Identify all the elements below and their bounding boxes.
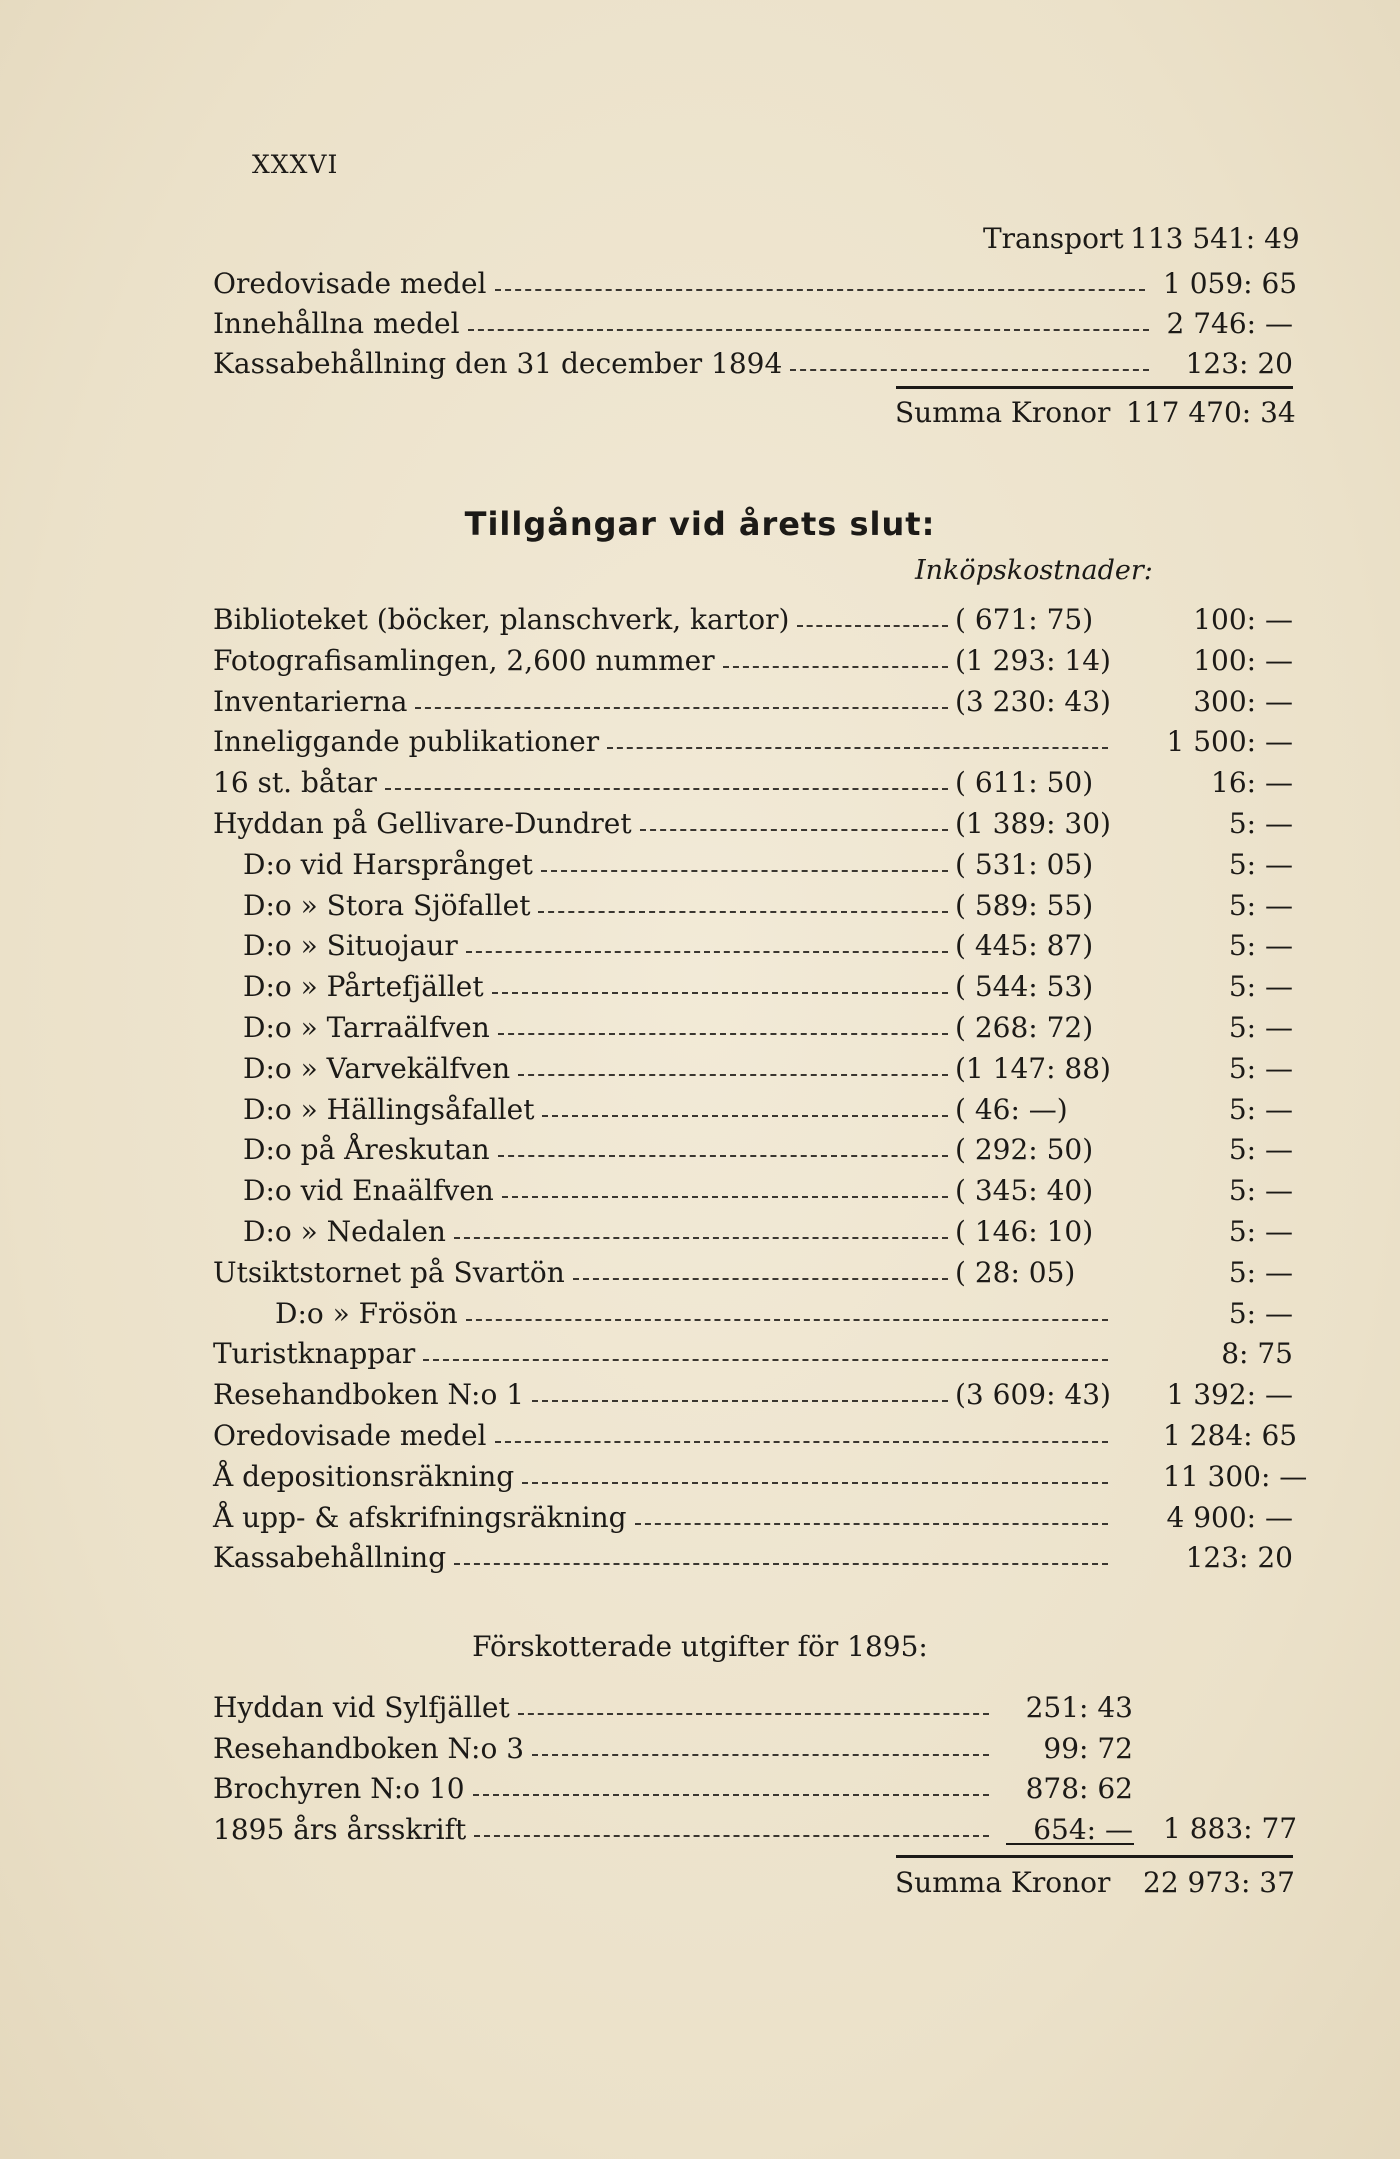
- asset-row: [213, 1171, 1293, 1211]
- asset-label: D:o » Hällingsåfallet: [243, 1092, 535, 1126]
- leader-dots: [454, 1563, 1108, 1565]
- asset-row: [213, 763, 1293, 803]
- leader-dots: [640, 829, 948, 831]
- cost-header: Inköpskostnader:: [915, 555, 1153, 586]
- leader-dots: [532, 1754, 989, 1756]
- asset-row: [213, 1253, 1293, 1293]
- leader-dots: [492, 992, 948, 994]
- asset-cost: ( 589: 55): [955, 888, 1094, 922]
- asset-row: [213, 1375, 1293, 1415]
- leader-dots: [423, 1359, 1108, 1361]
- leader-dots: [385, 788, 948, 790]
- asset-label: D:o » Stora Sjöfallet: [243, 888, 531, 922]
- asset-label: Å depositionsräkning: [213, 1459, 515, 1493]
- row-value: 1 059: 65: [1163, 267, 1298, 300]
- leader-dots: [454, 1237, 948, 1239]
- advance-value: 99: 72: [1043, 1731, 1133, 1765]
- leader-dots: [502, 1196, 948, 1198]
- leader-dots: [468, 329, 1149, 331]
- leader-dots: [415, 707, 948, 709]
- asset-label: D:o på Åreskutan: [243, 1133, 490, 1167]
- asset-value: 1 284: 65: [1163, 1419, 1298, 1452]
- asset-value: 123: 20: [1185, 1541, 1293, 1575]
- asset-cost: ( 544: 53): [955, 970, 1094, 1004]
- leader-dots: [542, 1115, 948, 1117]
- asset-value: 5: —: [1228, 1215, 1293, 1248]
- leader-dots: [466, 951, 948, 953]
- asset-label: D:o » Tarraälfven: [243, 1011, 490, 1044]
- transport-value: 113 541: 49: [1130, 222, 1300, 255]
- leader-dots: [518, 1713, 989, 1715]
- asset-cost: ( 345: 40): [955, 1174, 1094, 1208]
- asset-label: D:o » Situojaur: [243, 929, 458, 963]
- leader-dots: [495, 1441, 1108, 1443]
- subtotal-rule: [1006, 1843, 1134, 1845]
- asset-cost: (1 293: 14): [955, 643, 1111, 677]
- asset-row: [213, 804, 1293, 844]
- asset-row: [213, 1498, 1293, 1538]
- summa-label: Summa Kronor: [895, 1866, 1111, 1899]
- asset-label: D:o » Pårtefjället: [243, 970, 484, 1004]
- asset-value: 1 500: —: [1166, 725, 1293, 759]
- asset-value: 5: —: [1228, 1133, 1293, 1167]
- advances-heading: Förskotterade utgifter för 1895:: [472, 1630, 928, 1663]
- asset-row: [213, 886, 1293, 926]
- asset-row: [213, 1090, 1293, 1130]
- asset-value: 11 300: —: [1163, 1459, 1308, 1493]
- advances-total: 1 883: 77: [1163, 1812, 1298, 1845]
- asset-row: [213, 1334, 1293, 1374]
- leader-dots: [532, 1400, 948, 1402]
- asset-cost: ( 46: —): [955, 1092, 1068, 1126]
- asset-row: [213, 1416, 1298, 1456]
- advance-value: 878: 62: [1025, 1772, 1133, 1805]
- leader-dots: [474, 1835, 989, 1837]
- top-row: [213, 344, 1293, 384]
- asset-value: 5: —: [1228, 1051, 1293, 1085]
- asset-value: 5: —: [1228, 1296, 1293, 1330]
- asset-value: 1 392: —: [1166, 1378, 1293, 1412]
- asset-cost: ( 146: 10): [955, 1215, 1094, 1248]
- advance-row: [213, 1729, 1293, 1769]
- summa-value: 22 973: 37: [1143, 1866, 1295, 1899]
- leader-dots: [473, 1794, 989, 1796]
- asset-row: [213, 641, 1293, 681]
- asset-value: 300: —: [1193, 684, 1293, 718]
- asset-row: [213, 682, 1293, 722]
- asset-label: Utsiktstornet på Svartön: [213, 1255, 565, 1289]
- asset-label: Resehandboken N:o 1: [213, 1378, 525, 1412]
- asset-cost: ( 611: 50): [955, 766, 1094, 800]
- advance-label: Resehandboken N:o 3: [213, 1731, 525, 1765]
- asset-value: 5: —: [1228, 888, 1293, 922]
- leader-dots: [498, 1155, 948, 1157]
- asset-cost: ( 268: 72): [955, 1011, 1094, 1044]
- top-row: [213, 304, 1293, 344]
- asset-label: Å upp- & afskrifningsräkning: [213, 1500, 627, 1534]
- asset-label: Kassabehållning: [213, 1541, 447, 1575]
- asset-cost: ( 28: 05): [955, 1255, 1076, 1289]
- asset-value: 5: —: [1228, 807, 1293, 840]
- advance-row: [213, 1769, 1293, 1809]
- asset-label: Inneliggande publikationer: [213, 725, 600, 759]
- asset-row: [213, 967, 1293, 1007]
- asset-cost: (3 230: 43): [955, 684, 1111, 718]
- asset-value: 4 900: —: [1166, 1500, 1293, 1534]
- asset-row: [213, 1049, 1293, 1089]
- asset-label: D:o » Nedalen: [243, 1215, 446, 1248]
- asset-label: Turistknappar: [213, 1337, 416, 1371]
- asset-row: [213, 1008, 1293, 1048]
- asset-value: 100: —: [1193, 603, 1293, 636]
- asset-value: 5: —: [1228, 847, 1293, 881]
- summa-label: Summa Kronor: [895, 396, 1111, 429]
- leader-dots: [498, 1033, 948, 1035]
- summa-value: 117 470: 34: [1126, 396, 1296, 429]
- asset-value: 100: —: [1193, 643, 1293, 677]
- page-number: XXXVI: [252, 150, 339, 179]
- leader-dots: [723, 666, 948, 668]
- advance-label: Brochyren N:o 10: [213, 1772, 465, 1805]
- row-label: Oredovisade medel: [213, 267, 487, 300]
- asset-cost: ( 445: 87): [955, 929, 1094, 963]
- asset-row: [213, 600, 1293, 640]
- leader-dots: [607, 747, 1108, 749]
- leader-dots: [635, 1523, 1108, 1525]
- leader-dots: [495, 289, 1145, 291]
- asset-row: [213, 722, 1293, 762]
- row-label: Innehållna medel: [213, 307, 460, 340]
- asset-value: 5: —: [1228, 929, 1293, 963]
- leader-dots: [541, 870, 948, 872]
- asset-label: D:o vid Harsprånget: [243, 847, 533, 881]
- asset-row: [213, 1294, 1293, 1334]
- asset-row: [213, 1457, 1308, 1497]
- leader-dots: [522, 1482, 1108, 1484]
- assets-heading: Tillgångar vid årets slut:: [464, 505, 936, 543]
- asset-cost: (1 389: 30): [955, 807, 1111, 840]
- row-value: 2 746: —: [1166, 307, 1293, 340]
- leader-dots: [790, 369, 1149, 371]
- asset-label: Fotografisamlingen, 2,600 nummer: [213, 643, 715, 677]
- asset-value: 8: 75: [1221, 1337, 1293, 1371]
- asset-row: [213, 1212, 1293, 1252]
- asset-value: 16: —: [1211, 766, 1293, 800]
- asset-label: Oredovisade medel: [213, 1419, 487, 1452]
- asset-label: Inventarierna: [213, 684, 408, 718]
- asset-label: D:o » Varvekälfven: [243, 1051, 511, 1085]
- top-row: [213, 264, 1298, 304]
- leader-dots: [538, 911, 948, 913]
- sum-rule: [896, 1855, 1293, 1858]
- asset-row: [213, 926, 1293, 966]
- asset-label: Hyddan på Gellivare-Dundret: [213, 807, 632, 840]
- asset-cost: ( 671: 75): [955, 603, 1094, 636]
- advance-label: Hyddan vid Sylfjället: [213, 1691, 510, 1724]
- leader-dots: [797, 625, 948, 627]
- leader-dots: [573, 1278, 948, 1280]
- asset-value: 5: —: [1228, 970, 1293, 1004]
- asset-label: D:o » Frösön: [275, 1296, 458, 1330]
- asset-cost: (1 147: 88): [955, 1051, 1111, 1085]
- advance-value: 251: 43: [1025, 1691, 1133, 1724]
- transport-label: Transport: [983, 222, 1124, 255]
- leader-dots: [466, 1319, 1108, 1321]
- row-label: Kassabehållning den 31 december 1894: [213, 347, 783, 380]
- asset-label: 16 st. båtar: [213, 766, 377, 800]
- asset-value: 5: —: [1228, 1174, 1293, 1208]
- sum-rule: [896, 386, 1293, 389]
- asset-row: [213, 1130, 1293, 1170]
- asset-label: D:o vid Enaälfven: [243, 1174, 494, 1208]
- asset-cost: ( 292: 50): [955, 1133, 1094, 1167]
- row-value: 123: 20: [1185, 347, 1293, 380]
- leader-dots: [518, 1074, 948, 1076]
- asset-value: 5: —: [1228, 1011, 1293, 1044]
- asset-value: 5: —: [1228, 1255, 1293, 1289]
- asset-row: [213, 845, 1293, 885]
- asset-row: [213, 1538, 1293, 1578]
- asset-cost: ( 531: 05): [955, 847, 1094, 881]
- asset-cost: (3 609: 43): [955, 1378, 1111, 1412]
- asset-value: 5: —: [1228, 1092, 1293, 1126]
- advance-label: 1895 års årsskrift: [213, 1812, 467, 1846]
- asset-label: Biblioteket (böcker, planschverk, kartor): [213, 603, 790, 636]
- advance-value: 654: —: [1033, 1812, 1133, 1846]
- advance-row: [213, 1688, 1293, 1728]
